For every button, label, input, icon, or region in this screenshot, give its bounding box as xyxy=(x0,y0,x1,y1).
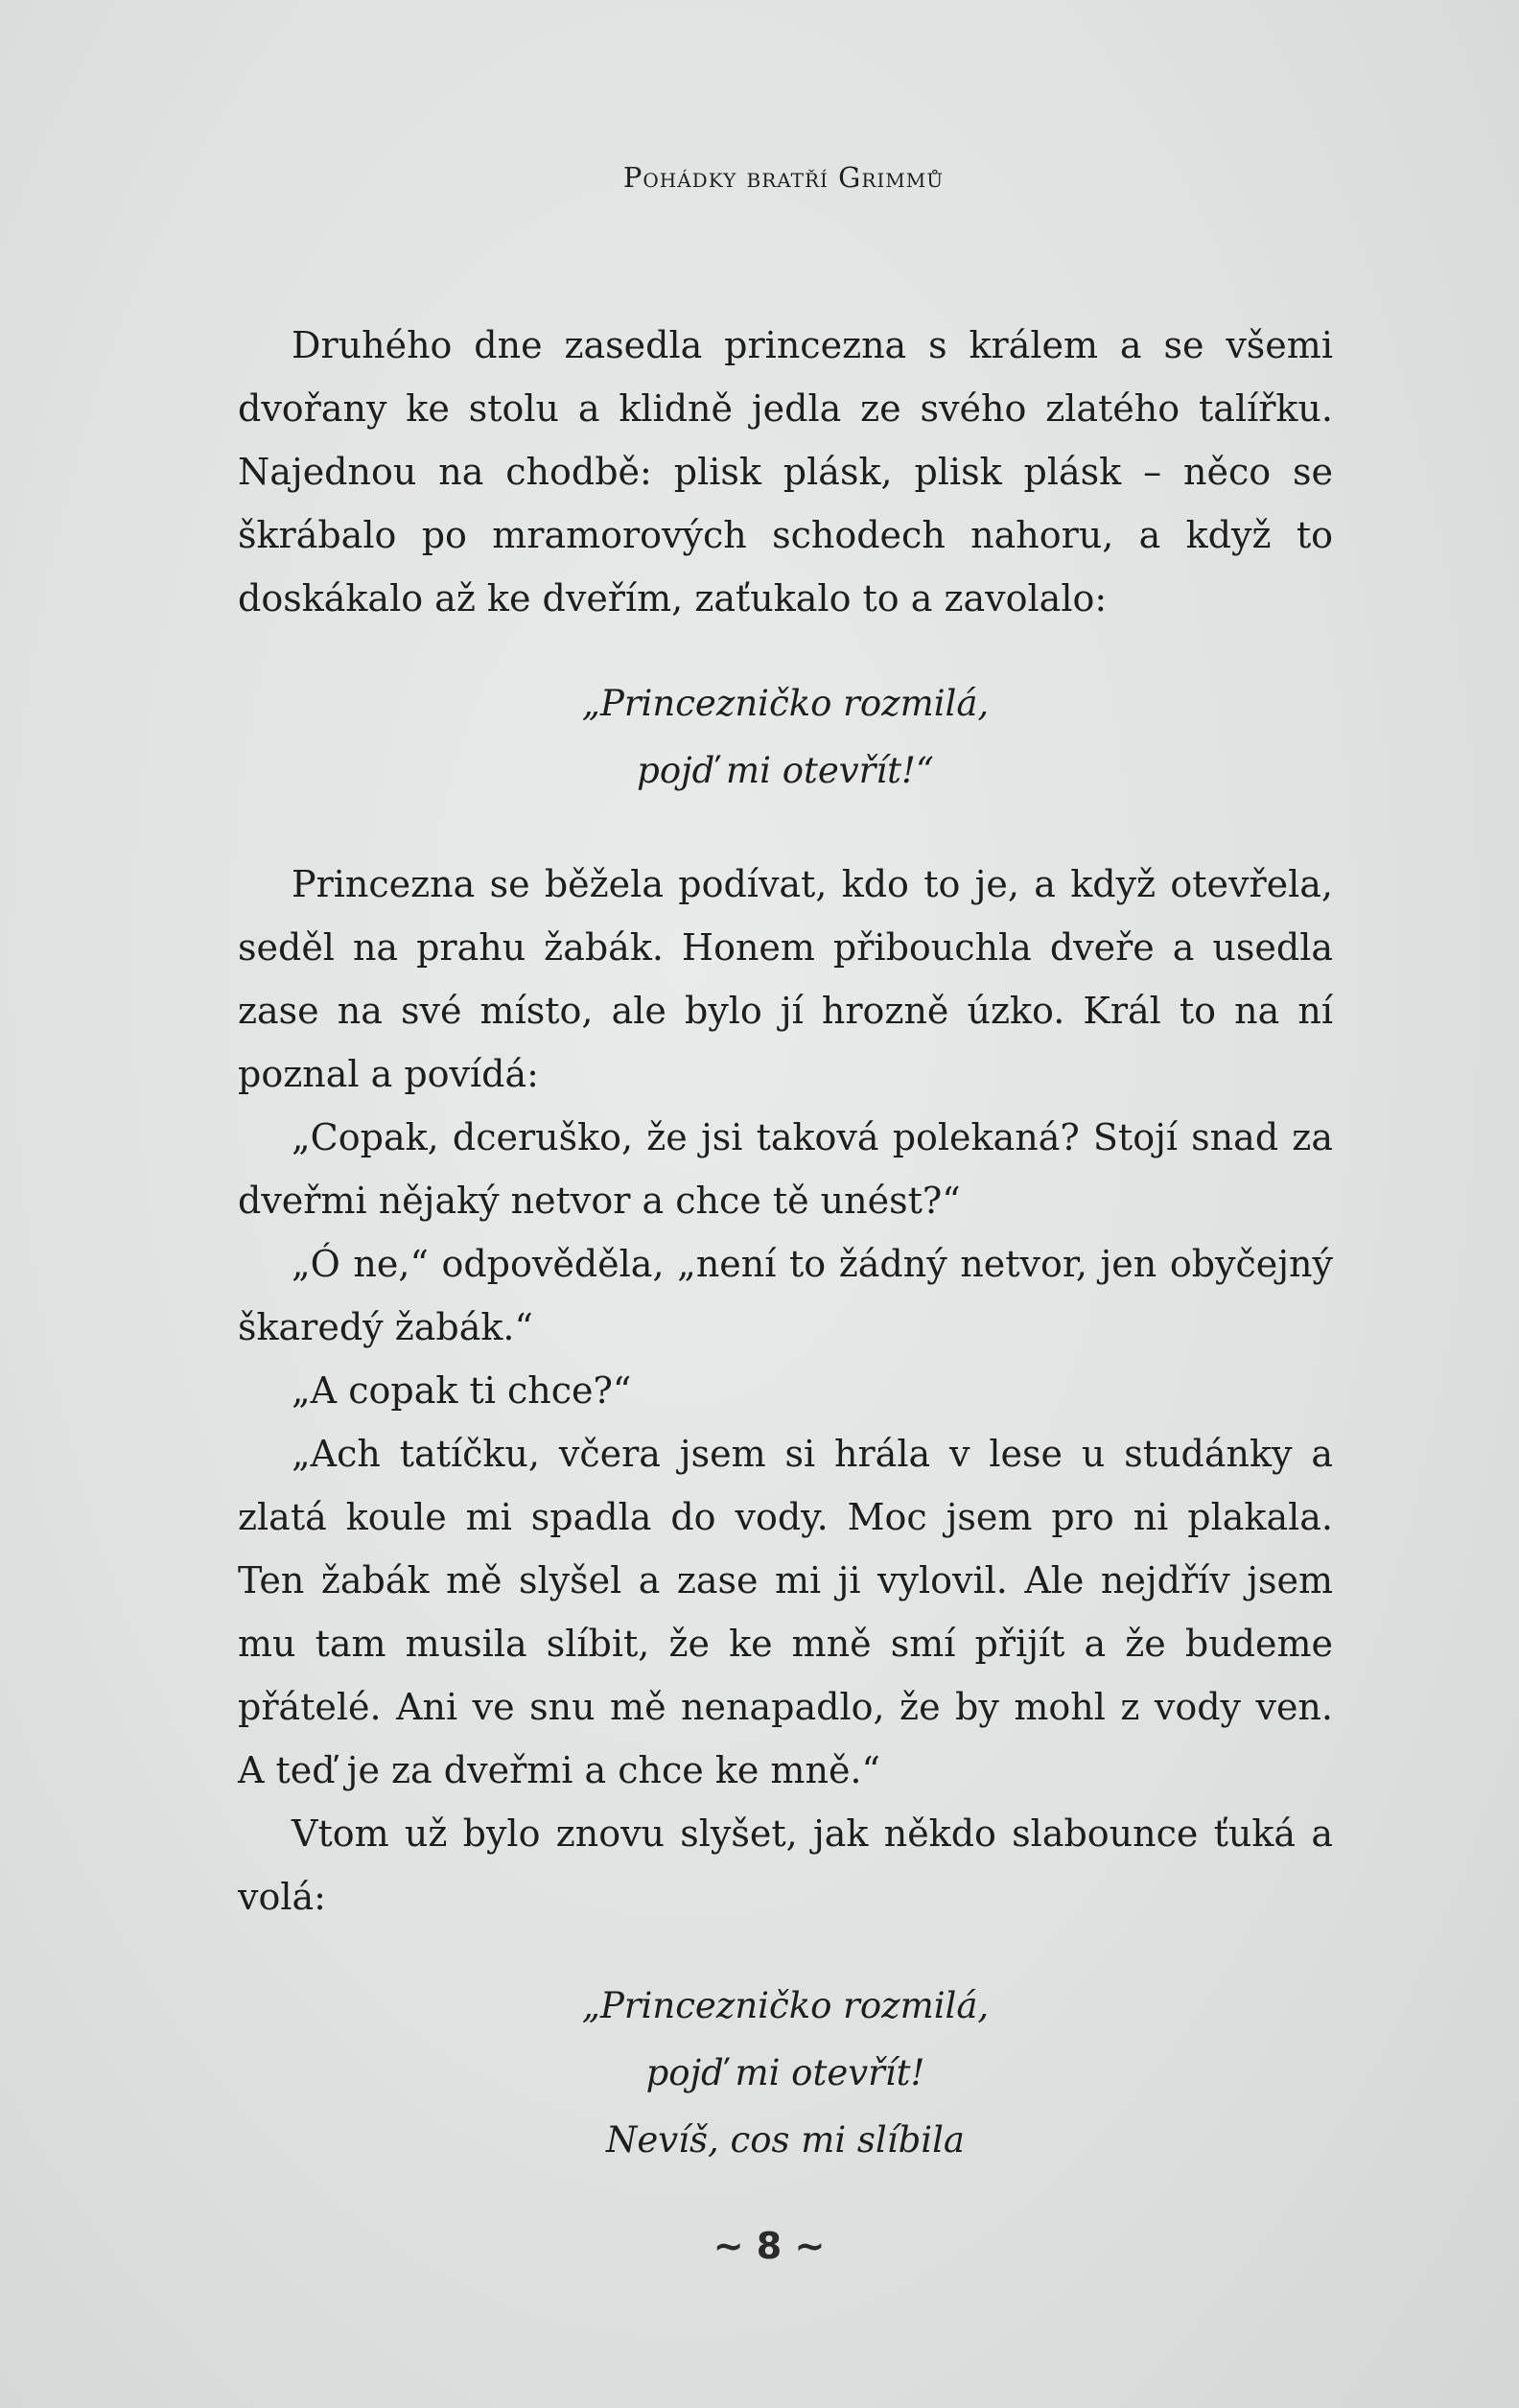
paragraph: Druhého dne zasedla princezna s králem a se všemi dvořany ke stolu a klidně jedla ze svého zlatého talířku. Najednou na chodbě: plisk plásk, plisk plásk – něco se škrábalo po mramorových schodech nahoru, a když to doskákalo až ke dveřím, zaťukalo to a zavolalo: xyxy=(238,324,1333,620)
body-text xyxy=(238,314,1333,2174)
verse-line: „Princezničko rozmilá, xyxy=(581,683,990,724)
paragraph: Princezna se běžela podívat, kdo to je, a když otevřela, seděl na prahu žabák. Honem přibouchla dveře a usedla zase na své místo, ale bylo jí hrozně úzko. Král to na ní poznal a povídá: xyxy=(238,863,1333,1095)
running-head: Pohádky bratří Grimmů xyxy=(622,161,945,194)
paragraph: „Ó ne,“ odpověděla, „není to žádný netvor, jen obyčejný škaredý žabák.“ xyxy=(238,1243,1333,1348)
verse-line: pojď mi otevřít! xyxy=(645,2052,925,2093)
verse xyxy=(238,670,1333,805)
paragraph: „Ach tatíčku, včera jsem si hrála v lese u studánky a zlatá koule mi spadla do vody. Moc jsem pro ni plakala. Ten žabák mě slyšel a zase mi ji vylovil. Ale nejdřív jsem mu tam musila slíbit, že ke mně smí přijít a že budeme přátelé. Ani ve snu mě nenapadlo, že by mohl z vody ven. A teď je za dveřmi a chce ke mně.“ xyxy=(238,1433,1333,1791)
verse xyxy=(238,1973,1333,2174)
page-number: ~ 8 ~ xyxy=(713,2225,826,2267)
paragraph: „Copak, dceruško, že jsi taková polekaná? Stojí snad za dveřmi nějaký netvor a chce tě unést?“ xyxy=(238,1116,1333,1222)
verse-line: Nevíš, cos mi slíbila xyxy=(605,2119,965,2161)
verse-line: „Princezničko rozmilá, xyxy=(581,1985,990,2026)
paragraph: „A copak ti chce?“ xyxy=(292,1369,632,1412)
paragraph: Vtom už bylo znovu slyšet, jak někdo slabounce ťuká a volá: xyxy=(238,1812,1333,1918)
verse-line: pojď mi otevřít!“ xyxy=(637,750,934,791)
